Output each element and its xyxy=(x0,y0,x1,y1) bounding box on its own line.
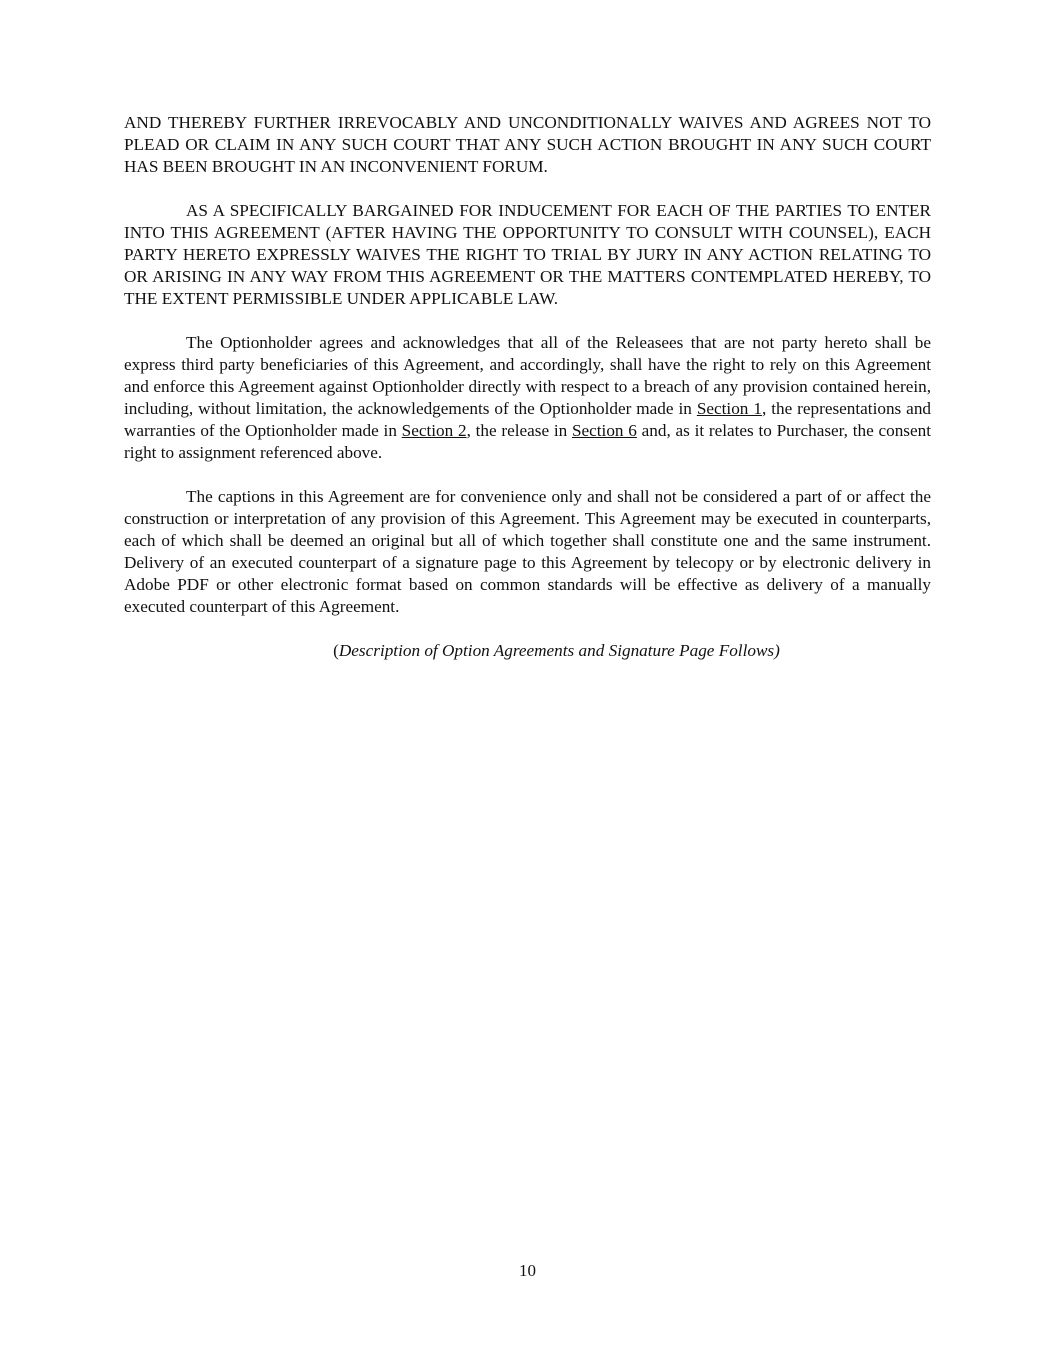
page-number: 10 xyxy=(519,1261,536,1280)
document-page xyxy=(124,112,931,662)
caption-text: Description of Option Agreements and Signature Page Follows) xyxy=(338,641,780,660)
paragraph-text: , the release in xyxy=(466,421,572,440)
jury-trial-waiver-paragraph: AS A SPECIFICALLY BARGAINED FOR INDUCEMENT FOR EACH OF THE PARTIES TO ENTER INTO THIS AGREEMENT (AFTER HAVING THE OPPORTUNITY TO CONSULT WITH COUNSEL), EACH PARTY HERETO EXPRESSLY WAIVES THE RIGHT TO TRIAL BY JURY IN ANY ACTION RELATING TO OR ARISING IN ANY WAY FROM THIS AGREEMENT OR THE MATTERS CONTEMPLATED HEREBY, TO THE EXTENT PERMISSIBLE UNDER APPLICABLE LAW. xyxy=(124,201,931,308)
signature-page-caption xyxy=(124,640,931,662)
jurisdiction-waiver-paragraph: AND THEREBY FURTHER IRREVOCABLY AND UNCONDITIONALLY WAIVES AND AGREES NOT TO PLEAD OR CLAIM IN ANY SUCH COURT THAT ANY SUCH ACTION BROUGHT IN ANY SUCH COURT HAS BEEN BROUGHT IN AN INCONVENIENT FORUM. xyxy=(124,113,931,176)
third-party-beneficiaries-paragraph xyxy=(124,332,931,464)
paragraph-text: and, as it relates to Purchaser, the consent right to assignment referenced above. xyxy=(124,421,931,462)
section-2-reference: Section 2 xyxy=(401,421,467,440)
caption-open-paren: ( xyxy=(333,641,339,660)
paragraph-text: The Optionholder agrees and acknowledges that all of the Releasees that are not party hereto shall be express third party beneficiaries of this Agreement, and accordingly, shall have the right to rely on this Agreement and enforce this Agreement against Optionholder directly with respect to a breach of any provision contained herein, including, without limitation, the acknowledgements of the Optionholder made in xyxy=(124,333,931,418)
captions-counterparts-paragraph: The captions in this Agreement are for convenience only and shall not be considered a part of or affect the construction or interpretation of any provision of this Agreement. This Agreement may be executed in counterparts, each of which shall be deemed an original but all of which together shall constitute one and the same instrument. Delivery of an executed counterpart of a signature page to this Agreement by telecopy or by electronic delivery in Adobe PDF or other electronic format based on common standards will be effective as delivery of a manually executed counterpart of this Agreement. xyxy=(124,487,931,616)
paragraph-text: , the representations and warranties of the Optionholder made in xyxy=(124,399,932,440)
section-1-reference: Section 1 xyxy=(696,399,762,418)
section-6-reference: Section 6 xyxy=(571,421,637,440)
